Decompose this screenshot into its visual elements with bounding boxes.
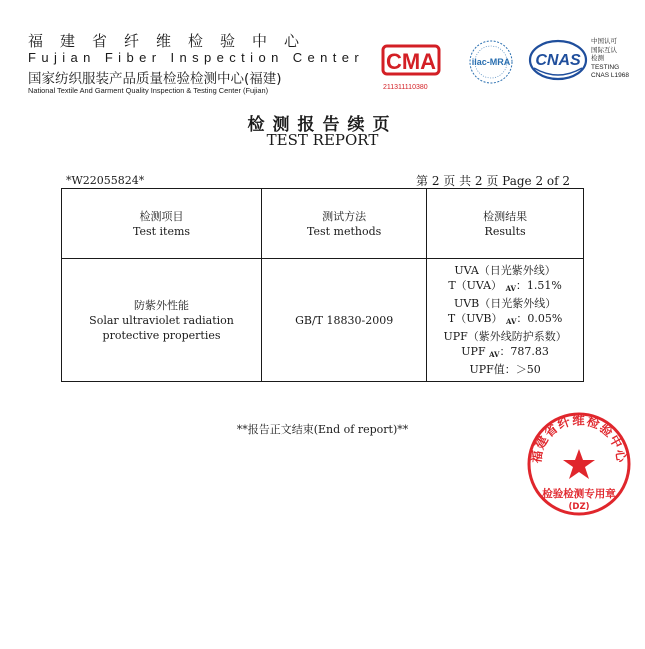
header-en: Results <box>484 224 526 238</box>
cnas-line: 国际互认 <box>591 46 617 54</box>
cell-test-item <box>62 259 262 382</box>
header-results <box>427 189 584 259</box>
cnas-text-block <box>591 38 629 81</box>
cma-logo-icon <box>381 44 441 76</box>
end-of-report: **报告正文结束(End of report)** <box>236 423 409 436</box>
org-name-cn-full: 国家纺织服装产品质量检验检测中心(福建) <box>28 71 282 87</box>
header-cn: 检测结果 <box>483 209 528 223</box>
cnas-label: CNAS <box>535 52 581 69</box>
result-line: T（UVB） $_{AV}$：0.05% <box>447 312 563 327</box>
report-title-cn: 检测报告续页 <box>247 115 398 135</box>
header-cn: 检测项目 <box>139 209 184 223</box>
header-en: Test items <box>132 224 191 238</box>
seal-star-icon <box>563 449 595 479</box>
cell-results <box>427 259 584 382</box>
cma-label: CMA <box>385 49 437 74</box>
header-test-items <box>62 189 262 259</box>
item-en-line: protective properties <box>102 328 221 342</box>
seal-arc-text: 福建省纤维检验中心 <box>528 412 630 465</box>
table-row <box>62 259 584 382</box>
org-name-en-full: National Textile And Garment Quality Inspection & Testing Center (Fujian) <box>28 86 269 95</box>
cell-test-method: GB/T 18830-2009 <box>262 259 427 382</box>
cnas-line: 检测 <box>591 55 604 63</box>
seal-code: (DZ) <box>568 502 590 512</box>
official-seal-icon <box>526 411 632 517</box>
cma-number: 211311110380 <box>383 84 428 91</box>
report-number: *W22055824* <box>66 174 145 187</box>
item-cn: 防紫外性能 <box>134 298 190 312</box>
cnas-logo-icon <box>528 38 588 82</box>
result-line: UVB（日光紫外线） <box>453 297 557 311</box>
ilac-mra-logo-icon <box>464 39 518 85</box>
result-line: UVA（日光紫外线） <box>454 264 556 278</box>
page-info: 第 2 页 共 2 页 Page 2 of 2 <box>416 174 571 188</box>
item-en-line: Solar ultraviolet radiation <box>89 313 234 327</box>
cnas-line: CNAS L1968 <box>591 72 629 80</box>
header-cn: 测试方法 <box>322 209 367 223</box>
cnas-line: 中国认可 <box>591 38 617 45</box>
header-en: Test methods <box>306 224 382 238</box>
header-test-methods <box>262 189 427 259</box>
result-line: UPF值：＞50 <box>469 363 541 377</box>
ilac-label: ilac-MRA <box>471 57 511 67</box>
result-line: T（UVA） $_{AV}$：1.51% <box>448 279 562 294</box>
results-table <box>61 188 584 382</box>
org-name-en-spaced: Fujian Fiber Inspection Center <box>28 50 365 65</box>
result-line: UPF（紫外线防护系数） <box>443 330 567 344</box>
report-title-en: TEST REPORT <box>266 131 379 149</box>
result-line: UPF $_{AV}$：787.83 <box>461 345 549 360</box>
org-name-cn-spaced: 福建省纤维检验中心 <box>28 32 317 50</box>
table-header-row <box>62 189 584 259</box>
seal-bottom-text: 检验检测专用章 <box>542 488 616 500</box>
cnas-line: TESTING <box>591 63 620 71</box>
